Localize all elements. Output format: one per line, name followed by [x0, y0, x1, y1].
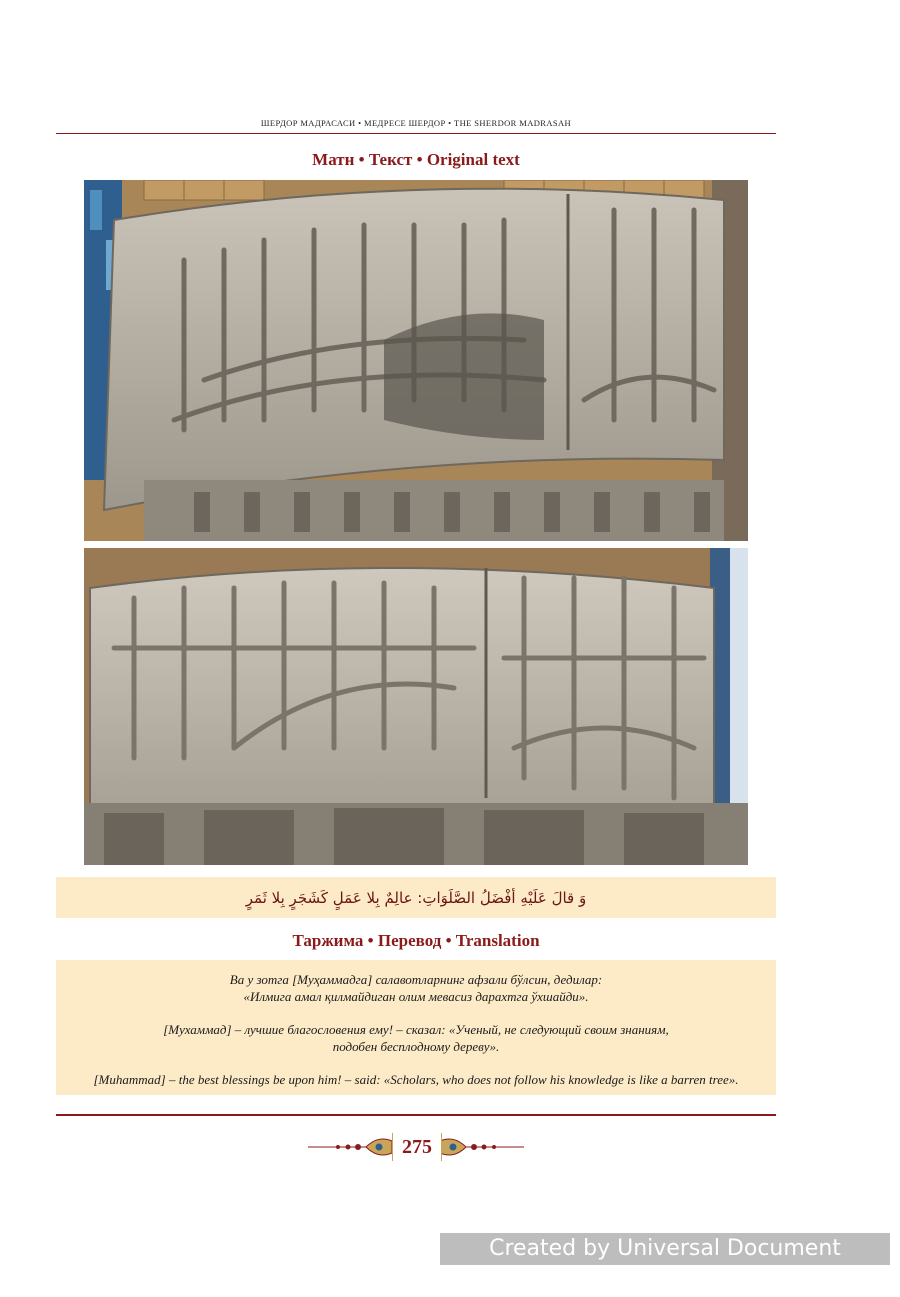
russian-translation-line-2: подобен бесплодному дереву».: [332, 1039, 500, 1054]
uzbek-translation-line-2: «Илмига амал қилмайдиган олим мевасиз дарахтга ўхшайди».: [243, 989, 589, 1004]
original-text-heading: Матн • Текст • Original text: [312, 150, 520, 169]
converter-watermark: Created by Universal Document Converter: [440, 1233, 890, 1265]
english-translation: [Muhammad] – the best blessings be upon him! – said: «Scholars, who does not follow his knowledge is like a barren tree».: [93, 1072, 739, 1087]
inscription-photo-top: [84, 180, 748, 541]
header-divider: [56, 133, 776, 134]
arabic-inscription-text: وَ قالَ عَلَيْهِ أفْضَلُ الصَّلَوَاتِ: عالِمٌ بِلا عَمَلٍ كَشَجَرٍ بِلا ثَمَرٍ: [245, 888, 587, 907]
russian-translation-line-1: [Мухаммад] – лучшие благословения ему! – сказал: «Ученый, не следующий своим знаниям,: [163, 1022, 669, 1037]
translation-heading: Таржима • Перевод • Translation: [292, 931, 540, 950]
translation-box: [56, 960, 776, 1095]
page-number: 275: [392, 1133, 442, 1161]
inscription-photo-bottom: [84, 548, 748, 865]
arabic-text-box: [56, 877, 776, 918]
uzbek-translation-line-1: Ва у зотга [Муҳаммадга] салавотларнинг афзали бўлсин, дедилар:: [229, 972, 603, 987]
running-head: ШЕРДОР МАДРАСАСИ • МЕДРЕСЕ ШЕРДОР • THE SHERDOR MADRASAH: [260, 118, 572, 128]
footer-divider: [56, 1114, 776, 1116]
page-number-ornament: [308, 1133, 524, 1161]
